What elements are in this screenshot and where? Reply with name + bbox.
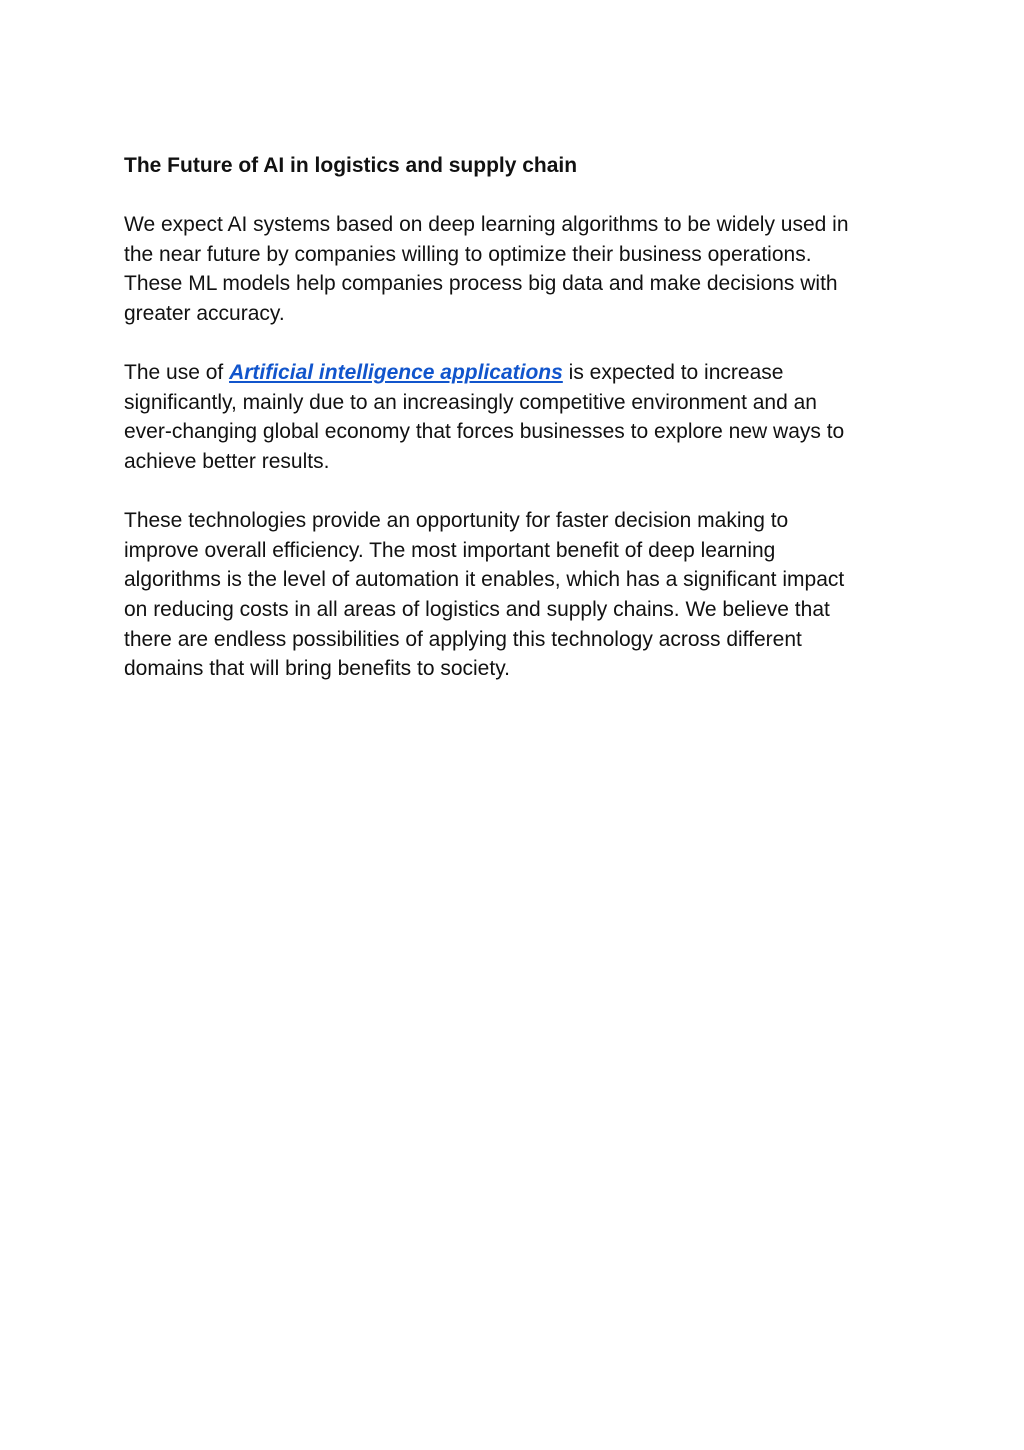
text-line: there are endless possibilities of applying this technology across different [124, 627, 802, 651]
text-line: algorithms is the level of automation it enables, which has a significant impact [124, 568, 845, 592]
ai-applications-link[interactable]: Artificial intelligence applications [229, 361, 563, 385]
text-line: These technologies provide an opportunity for faster decision making to [124, 509, 789, 533]
text-line: the near future by companies willing to optimize their business operations. [124, 242, 812, 266]
text-line-with-link [124, 358, 914, 388]
document-title: The Future of AI in logistics and supply chain [124, 154, 578, 177]
paragraph-ai-systems [124, 210, 914, 328]
text-line: These ML models help companies process big data and make decisions with [124, 272, 838, 296]
text-line: domains that will bring benefits to society. [124, 657, 510, 681]
text-line: significantly, mainly due to an increasingly competitive environment and an [124, 390, 817, 414]
text-line: achieve better results. [124, 449, 330, 473]
paragraph-technologies [124, 506, 914, 684]
text-line: ever-changing global economy that forces businesses to explore new ways to [124, 420, 845, 444]
text-before-link: The use of [124, 361, 230, 385]
text-line: We expect AI systems based on deep learning algorithms to be widely used in [124, 213, 849, 237]
text-line: greater accuracy. [124, 301, 285, 325]
document-page [124, 151, 914, 713]
text-after-link: is expected to increase [562, 361, 784, 385]
text-line: on reducing costs in all areas of logistics and supply chains. We believe that [124, 597, 830, 621]
text-line: improve overall efficiency. The most important benefit of deep learning [124, 538, 776, 562]
paragraph-ai-applications [124, 358, 914, 476]
